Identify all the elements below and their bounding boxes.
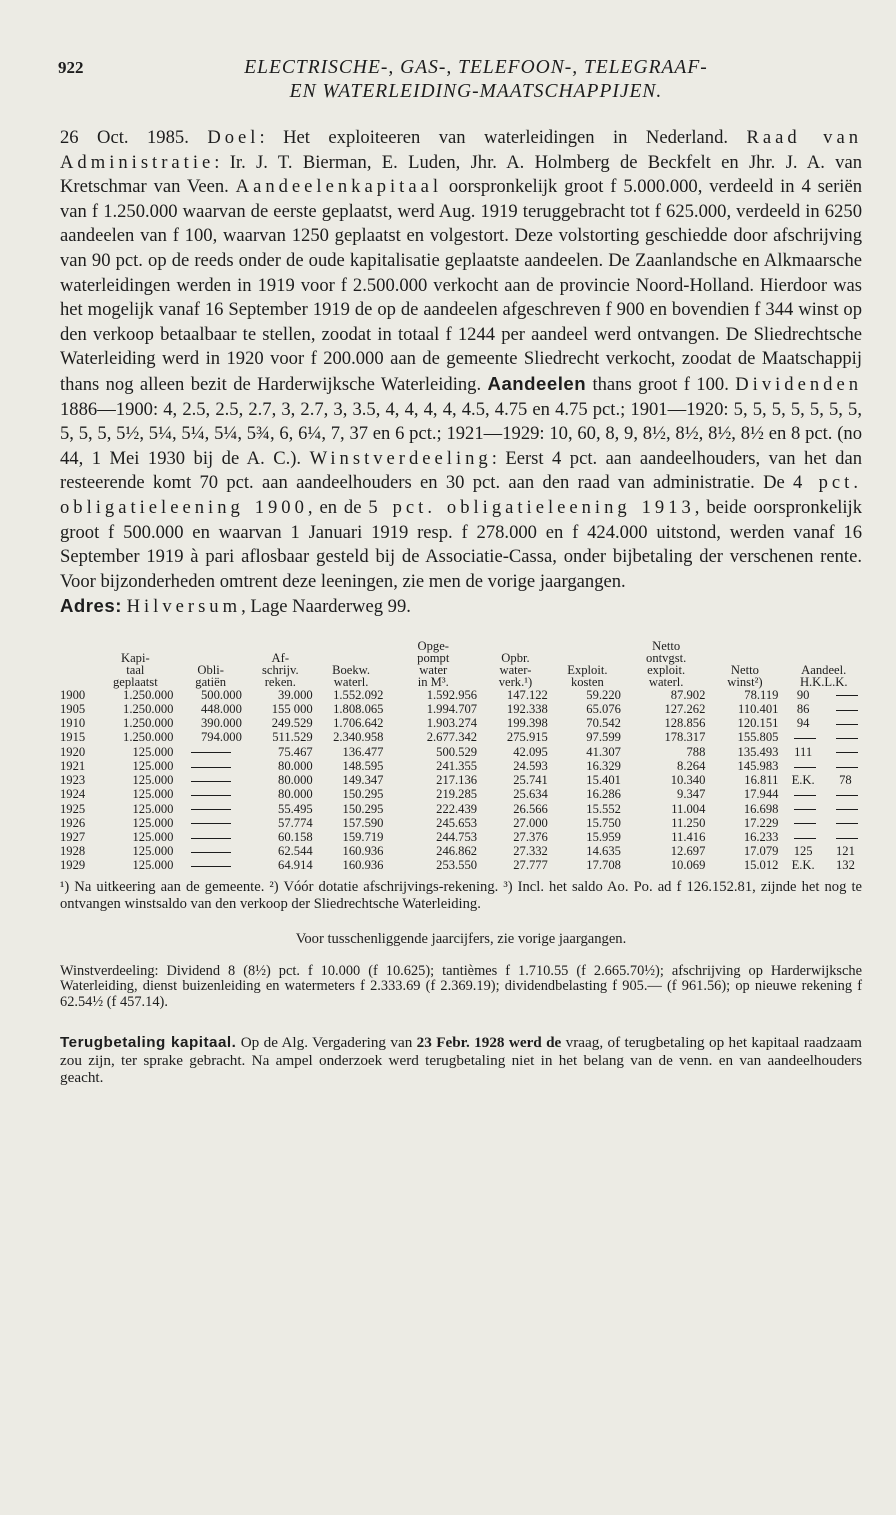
- table-cell-hk: [781, 787, 824, 801]
- table-cell-af: 80.000: [278, 758, 313, 773]
- table-cell-hk: [781, 816, 824, 830]
- table-cell-year: 1925: [60, 801, 86, 816]
- table-cell-obl: 500.000: [200, 687, 242, 702]
- table-row: [60, 688, 866, 702]
- main-paragraph: 26 Oct. 1985. Doel: Het exploiteeren van waterleidingen in Nederland. Raad van Administratie: Ir. J. T. Bierman, E. Luden, Jhr. A. Holmberg de Beckfelt en Jhr. J. A. van Kretschmar van Veen. Aandeelenkapitaal oorspronkelijk groot f 5.000.000, verdeeld in 4 seriën van f 1.250.000 waarvan de eerste geplaatst, werd Aug. 1919 teruggebracht tot f 625.000, verdeeld in 6250 aandeelen van f 100, waarvan 1250 geplaatst en volgestort. Deze volstorting geschiedde door afschrijving van 90 pct. op de reeds onder de oude kapitalisatie geplaatste aandeelen. De Zaanlandsche en Alkmaarsche waterleidingen werden in 1919 voor f 2.500.000 verkocht aan de provincie Noord-Holland. Hierdoor was het mogelijk vanaf 16 September 1919 de op de aandeelen afgeschreven f 900 en bovendien f 344 winst op den verkoop betaalbaar te stellen, zoodat in totaal f 1244 per aandeel werd ontvangen. De Sliedrechtsche Waterleiding werd in 1920 voor f 200.000 aan de gemeente Sliedrecht verkocht, zoodat de Maatschappij thans nog alleen bezit de Harderwijksche Waterleiding. Aandeelen thans groot f 100. Dividenden 1886—1900: 4, 2.5, 2.5, 2.7, 3, 2.7, 3, 3.5, 4, 4, 4, 4, 4.5, 4.75 en 4.75 pct.; 1901—1920: 5, 5, 5, 5, 5, 5, 5, 5, 5, 5, 5½, 5¼, 5¼, 5¼, 5¾, 6, 6¼, 7, 37 en 6 pct.; 1921—1929: 10, 60, 8, 9, 8½, 8½, 8½, 8½ en 8 pct. (no 44, 1 Mei 1930 bij de A. C.). Winstverdeeling: Eerst 4 pct. aan aandeelhouders, van het dan resteerende komt 70 pct. aan aandeelhouders en 30 pct. aan den raad van administratie. De 4 pct. obligatieleening 1900, en de 5 pct. obligatieleening 1913, beide oorspronkelijk groot f 500.000 en waarvan 1 Januari 1919 resp. f 278.000 en f 424.000 uitstond, werden vanaf 16 September 1919 à pari aflosbaar gesteld bij de Associatie-Cassa, onder bijbetaling der verschenen rente. Voor bijzonderheden omtrent deze leeningen, zie men de vorige jaargangen.: [60, 127, 862, 592]
- table-cell-boekw: 150.295: [342, 801, 384, 816]
- table-cell-lk: [825, 816, 866, 830]
- table-cell-opbr: 25.634: [513, 787, 548, 802]
- table-cell-winst: 120.151: [737, 716, 779, 731]
- col-header: Kapi- taal geplaatst: [112, 650, 158, 689]
- table-cell-expl: 14.635: [586, 844, 621, 859]
- table-cell-boekw: 159.719: [342, 829, 384, 844]
- table-cell-boekw: 160.936: [342, 858, 384, 873]
- table-cell-kap: 125.000: [132, 858, 174, 873]
- dash-mark: [794, 795, 816, 796]
- col-header: Opge- pompt water in M³.: [417, 638, 450, 689]
- table-cell-expl: 16.286: [586, 787, 621, 802]
- raad-label: Raad van Administratie: [60, 127, 862, 173]
- table-cell-boekw: 149.347: [342, 773, 384, 788]
- running-header: [90, 56, 862, 104]
- financial-table: [60, 640, 866, 873]
- table-cell-netto: 11.416: [671, 829, 706, 844]
- dash-mark: [836, 767, 858, 768]
- table-cell-year: 1900: [60, 687, 86, 702]
- table-cell-lk: 132: [835, 858, 855, 873]
- table-cell-hk: E.K.: [791, 858, 815, 873]
- adres-label: Adres:: [60, 595, 122, 617]
- table-cell-year: 1920: [60, 744, 86, 759]
- terugbetaling-label: Terugbetaling kapitaal.: [60, 1034, 237, 1052]
- table-cell-pomp: 246.862: [436, 844, 478, 859]
- dash-mark: [794, 738, 816, 739]
- table-cell-boekw: 1.552.092: [333, 687, 384, 702]
- table-cell-netto: 9.347: [677, 787, 706, 802]
- table-cell-pomp: 222.439: [436, 801, 478, 816]
- table-cell-hk: [781, 730, 824, 744]
- col-header: Netto winst²): [727, 662, 763, 689]
- table-cell-year: 1927: [60, 829, 86, 844]
- col-header: Opbr. water- verk.¹): [498, 650, 533, 689]
- table-cell-opbr: 25.741: [513, 773, 548, 788]
- table-cell-obl: 390.000: [200, 716, 242, 731]
- dash-mark: [191, 852, 231, 853]
- table-cell-netto: 127.262: [664, 702, 706, 717]
- table-cell-opbr: 27.777: [513, 858, 548, 873]
- table-cell-opbr: 147.122: [506, 687, 548, 702]
- table-cell-year: 1929: [60, 858, 86, 873]
- table-cell-opbr: 27.000: [513, 815, 548, 830]
- table-cell-expl: 16.329: [586, 758, 621, 773]
- table-cell-af: 39.000: [278, 687, 313, 702]
- table-cell-obl: 448.000: [200, 702, 242, 717]
- winstverdeeling-label: Winstverdeeling: [309, 447, 492, 469]
- table-cell-winst: 15.012: [743, 858, 779, 873]
- address-line: Adres: Hilversum, Lage Naarderweg 99.: [60, 595, 411, 618]
- table-cell-winst: 16.698: [743, 801, 779, 816]
- table-cell-netto: 11.004: [671, 801, 706, 816]
- table-cell-af: 60.158: [278, 829, 313, 844]
- table-row: [60, 802, 866, 816]
- dash-mark: [836, 795, 858, 796]
- table-cell-netto: 10.069: [670, 858, 706, 873]
- table-cell-boekw: 148.595: [342, 758, 384, 773]
- dash-mark: [191, 767, 231, 768]
- winstverdeeling-paragraph: Winstverdeeling: Dividend 8 (8½) pct. f 10.000 (f 10.625); tantièmes f 1.710.55 (f 2.665.70½); afschrijving op Harderwijksche Waterleiding, dienst buizenleiding en watermeters f 2.333.69 (f 2.369.19); dividendbelasting f 905.— (f 961.56); op nieuwe rekening f 62.54½ (f 457.14).: [60, 962, 862, 1010]
- table-cell-expl: 70.542: [586, 716, 621, 731]
- table-cell-boekw: 136.477: [342, 744, 384, 759]
- table-cell-year: 1924: [60, 787, 86, 802]
- table-cell-lk: 121: [835, 844, 855, 859]
- table-cell-expl: 59.220: [586, 687, 621, 702]
- table-row: [60, 745, 866, 759]
- table-cell-af: 511.529: [272, 730, 313, 745]
- table-cell-af: 249.529: [271, 716, 313, 731]
- dash-mark: [836, 710, 858, 711]
- table-cell-lk: [825, 716, 866, 730]
- col-header: Obli- gatiën: [195, 662, 227, 689]
- table-cell-lk: [825, 702, 866, 716]
- table-cell-obl: [176, 759, 244, 773]
- table-cell-boekw: 1.808.065: [333, 702, 384, 717]
- header-line-1: ELECTRISCHE-, GAS-, TELEFOON-, TELEGRAAF-: [244, 57, 708, 78]
- table-row: [60, 773, 866, 787]
- table-cell-boekw: 150.295: [342, 787, 384, 802]
- table-cell-netto: 12.697: [670, 844, 706, 859]
- table-row: [60, 830, 866, 844]
- table-cell-opbr: 42.095: [513, 744, 548, 759]
- table-cell-opbr: 24.593: [513, 758, 548, 773]
- table-cell-af: 62.544: [278, 844, 313, 859]
- table-cell-netto: 87.902: [670, 687, 706, 702]
- table-cell-lk: [825, 787, 866, 801]
- table-cell-opbr: 199.398: [506, 716, 548, 731]
- table-cell-lk: [825, 730, 866, 744]
- footnotes: ¹) Na uitkeering aan de gemeente. ²) Vóór dotatie afschrijvings-rekening. ³) Incl. het saldo Ao. Po. ad f 126.152.81, zijnde het nog te ontvangen winstsaldo van den verkoop der Sliedrechtsche Waterleiding.: [60, 878, 862, 912]
- table-cell-kap: 125.000: [132, 787, 174, 802]
- table-row: [60, 730, 866, 744]
- dash-mark: [836, 724, 858, 725]
- table-cell-hk: [781, 830, 824, 844]
- table-cell-obl: [176, 816, 244, 830]
- table-cell-netto: 10.340: [670, 773, 706, 788]
- table-row: [60, 816, 866, 830]
- dividenden-label: Dividenden: [735, 373, 862, 395]
- table-cell-year: 1926: [60, 815, 86, 830]
- table-cell-expl: 15.552: [586, 801, 621, 816]
- table-cell-kap: 125.000: [132, 815, 174, 830]
- table-cell-winst: 17.944: [743, 787, 779, 802]
- dash-mark: [191, 795, 231, 796]
- table-cell-winst: 78.119: [744, 687, 779, 702]
- table-cell-kap: 1.250.000: [123, 702, 174, 717]
- table-cell-pomp: 217.136: [436, 773, 478, 788]
- table-cell-boekw: 1.706.642: [333, 716, 384, 731]
- table-body: [60, 688, 866, 873]
- table-cell-lk: [825, 745, 866, 759]
- aandeelenkapitaal-label: Aandeelenkapitaal: [235, 176, 443, 198]
- table-cell-opbr: 27.376: [513, 829, 548, 844]
- table-cell-lk: 78: [839, 773, 852, 788]
- dash-mark: [836, 838, 858, 839]
- table-header-row: [60, 640, 866, 688]
- table-cell-expl: 65.076: [586, 702, 621, 717]
- dash-mark: [836, 752, 858, 753]
- dash-mark: [191, 809, 231, 810]
- table-cell-opbr: 27.332: [513, 844, 548, 859]
- dash-mark: [191, 781, 231, 782]
- dash-mark: [191, 866, 231, 867]
- table-cell-pomp: 1.903.274: [426, 716, 478, 731]
- table-cell-pomp: 241.355: [436, 758, 478, 773]
- table-cell-kap: 1.250.000: [123, 716, 174, 731]
- table-cell-obl: [176, 858, 244, 872]
- table-cell-af: 75.467: [278, 744, 313, 759]
- table-cell-winst: 16.233: [743, 829, 779, 844]
- table-cell-winst: 17.079: [743, 844, 779, 859]
- table-cell-year: 1915: [60, 730, 86, 745]
- table-cell-hk: [781, 759, 824, 773]
- table-row: [60, 702, 866, 716]
- table-cell-pomp: 244.753: [436, 829, 478, 844]
- table-cell-opbr: 26.566: [513, 801, 548, 816]
- table-cell-hk: E.K.: [791, 773, 815, 788]
- table-cell-netto: 8.264: [677, 758, 706, 773]
- table-cell-year: 1928: [60, 844, 86, 859]
- col-header: Exploit. kosten: [567, 662, 608, 689]
- page-number: 922: [58, 58, 84, 77]
- dash-mark: [836, 738, 858, 739]
- table-cell-pomp: 1.994.707: [426, 702, 478, 717]
- table-cell-year: 1905: [60, 702, 86, 717]
- table-cell-expl: 17.708: [586, 858, 621, 873]
- table-cell-hk: 86: [796, 702, 810, 717]
- table-cell-year: 1921: [60, 758, 86, 773]
- table-cell-kap: 125.000: [132, 744, 174, 759]
- terugbetaling-paragraph: Terugbetaling kapitaal. Op de Alg. Vergadering van 23 Febr. 1928 werd de vraag, of terugbetaling op het kapitaal raadzaam zou zijn, ter sprake gebracht. Na ampel onderzoek werd terugbetaling niet in het belang van de venn. en van aandeelhouders geacht.: [60, 1034, 862, 1087]
- table-cell-obl: 794.000: [200, 730, 242, 745]
- table-cell-pomp: 219.285: [436, 787, 478, 802]
- table-cell-pomp: 500.529: [436, 744, 478, 759]
- table-cell-winst: 145.983: [737, 758, 779, 773]
- col-header: Netto ontvgst. exploit. waterl.: [646, 638, 687, 689]
- col-header: Af- schrijv. reken.: [261, 650, 299, 689]
- dash-mark: [836, 823, 858, 824]
- table-cell-netto: 11.250: [671, 815, 706, 830]
- table-cell-kap: 125.000: [132, 773, 174, 788]
- table-cell-expl: 41.307: [586, 744, 621, 759]
- company-description: [60, 126, 862, 620]
- table-row: [60, 716, 866, 730]
- table-cell-af: 80.000: [278, 773, 313, 788]
- dash-mark: [191, 823, 231, 824]
- table-cell-winst: 110.401: [737, 702, 779, 717]
- table-cell-hk: 94: [796, 716, 810, 731]
- col-header: Aandeel. H.K.L.K.: [799, 662, 848, 689]
- table-cell-expl: 15.750: [586, 815, 621, 830]
- aandeelen-label: Aandeelen: [487, 372, 587, 394]
- table-cell-lk: [825, 802, 866, 816]
- dash-mark: [191, 838, 231, 839]
- dash-mark: [794, 767, 816, 768]
- header-line-2: EN WATERLEIDING-MAATSCHAPPIJEN.: [289, 81, 663, 102]
- table-cell-kap: 1.250.000: [123, 687, 174, 702]
- table-cell-af: 155 000: [271, 702, 313, 717]
- table-cell-netto: 178.317: [664, 730, 706, 745]
- table-cell-boekw: 157.590: [342, 815, 384, 830]
- table-cell-pomp: 2.677.342: [426, 730, 478, 745]
- table-cell-winst: 16.811: [744, 773, 779, 788]
- table-cell-af: 57.774: [278, 815, 313, 830]
- table-cell-af: 80.000: [278, 787, 313, 802]
- dash-mark: [836, 695, 858, 696]
- dash-mark: [836, 809, 858, 810]
- table-cell-hk: [781, 802, 824, 816]
- table-cell-pomp: 1.592.956: [426, 687, 478, 702]
- table-cell-hk: 90: [796, 687, 810, 702]
- table-cell-obl: [176, 802, 244, 816]
- table-cell-year: 1923: [60, 773, 86, 788]
- table-row: [60, 844, 866, 858]
- table-cell-obl: [176, 787, 244, 801]
- table-cell-obl: [176, 830, 244, 844]
- table-cell-kap: 125.000: [132, 844, 174, 859]
- table-cell-obl: [176, 745, 244, 759]
- table-cell-opbr: 275.915: [506, 730, 548, 745]
- table-cell-year: 1910: [60, 716, 86, 731]
- dash-mark: [794, 838, 816, 839]
- table-cell-opbr: 192.338: [506, 702, 548, 717]
- table-cell-kap: 1.250.000: [123, 730, 174, 745]
- obligatieleening-1913-label: 5 pct. obligatieleening 1913: [368, 496, 695, 518]
- table-cell-netto: 788: [686, 744, 706, 759]
- adres-city: Hilversum: [126, 596, 242, 618]
- obligatieleening-1900-label: 4 pct. obligatieleening 1900: [60, 472, 862, 518]
- table-cell-kap: 125.000: [132, 801, 174, 816]
- table-cell-boekw: 2.340.958: [333, 730, 384, 745]
- table-cell-lk: [825, 759, 866, 773]
- dash-mark: [794, 823, 816, 824]
- table-cell-obl: [176, 844, 244, 858]
- table-row: [60, 787, 866, 801]
- table-cell-expl: 15.401: [586, 773, 621, 788]
- intermediate-note: Voor tusschenliggende jaarcijfers, zie vorige jaargangen.: [295, 930, 627, 947]
- table-cell-hk: 125: [793, 844, 813, 859]
- table-cell-expl: 15.959: [586, 829, 621, 844]
- col-header: Boekw. waterl.: [332, 662, 371, 689]
- table-row: [60, 858, 866, 872]
- table-cell-lk: [825, 688, 866, 702]
- table-cell-netto: 128.856: [664, 716, 706, 731]
- table-row: [60, 759, 866, 773]
- dash-mark: [794, 809, 816, 810]
- table-cell-expl: 97.599: [586, 730, 621, 745]
- table-cell-obl: [176, 773, 244, 787]
- table-cell-af: 55.495: [278, 801, 313, 816]
- table-cell-pomp: 253.550: [436, 858, 478, 873]
- table-cell-kap: 125.000: [132, 758, 174, 773]
- table-cell-boekw: 160.936: [342, 844, 384, 859]
- table-cell-hk: 111: [794, 744, 813, 759]
- dash-mark: [191, 752, 231, 753]
- table-cell-pomp: 245.653: [436, 815, 478, 830]
- table-cell-af: 64.914: [278, 858, 313, 873]
- table-cell-kap: 125.000: [132, 829, 174, 844]
- table-cell-winst: 155.805: [737, 730, 779, 745]
- doel-label: Doel: [207, 127, 260, 148]
- table-cell-winst: 17.229: [743, 815, 779, 830]
- table-cell-winst: 135.493: [737, 744, 779, 759]
- table-cell-lk: [825, 830, 866, 844]
